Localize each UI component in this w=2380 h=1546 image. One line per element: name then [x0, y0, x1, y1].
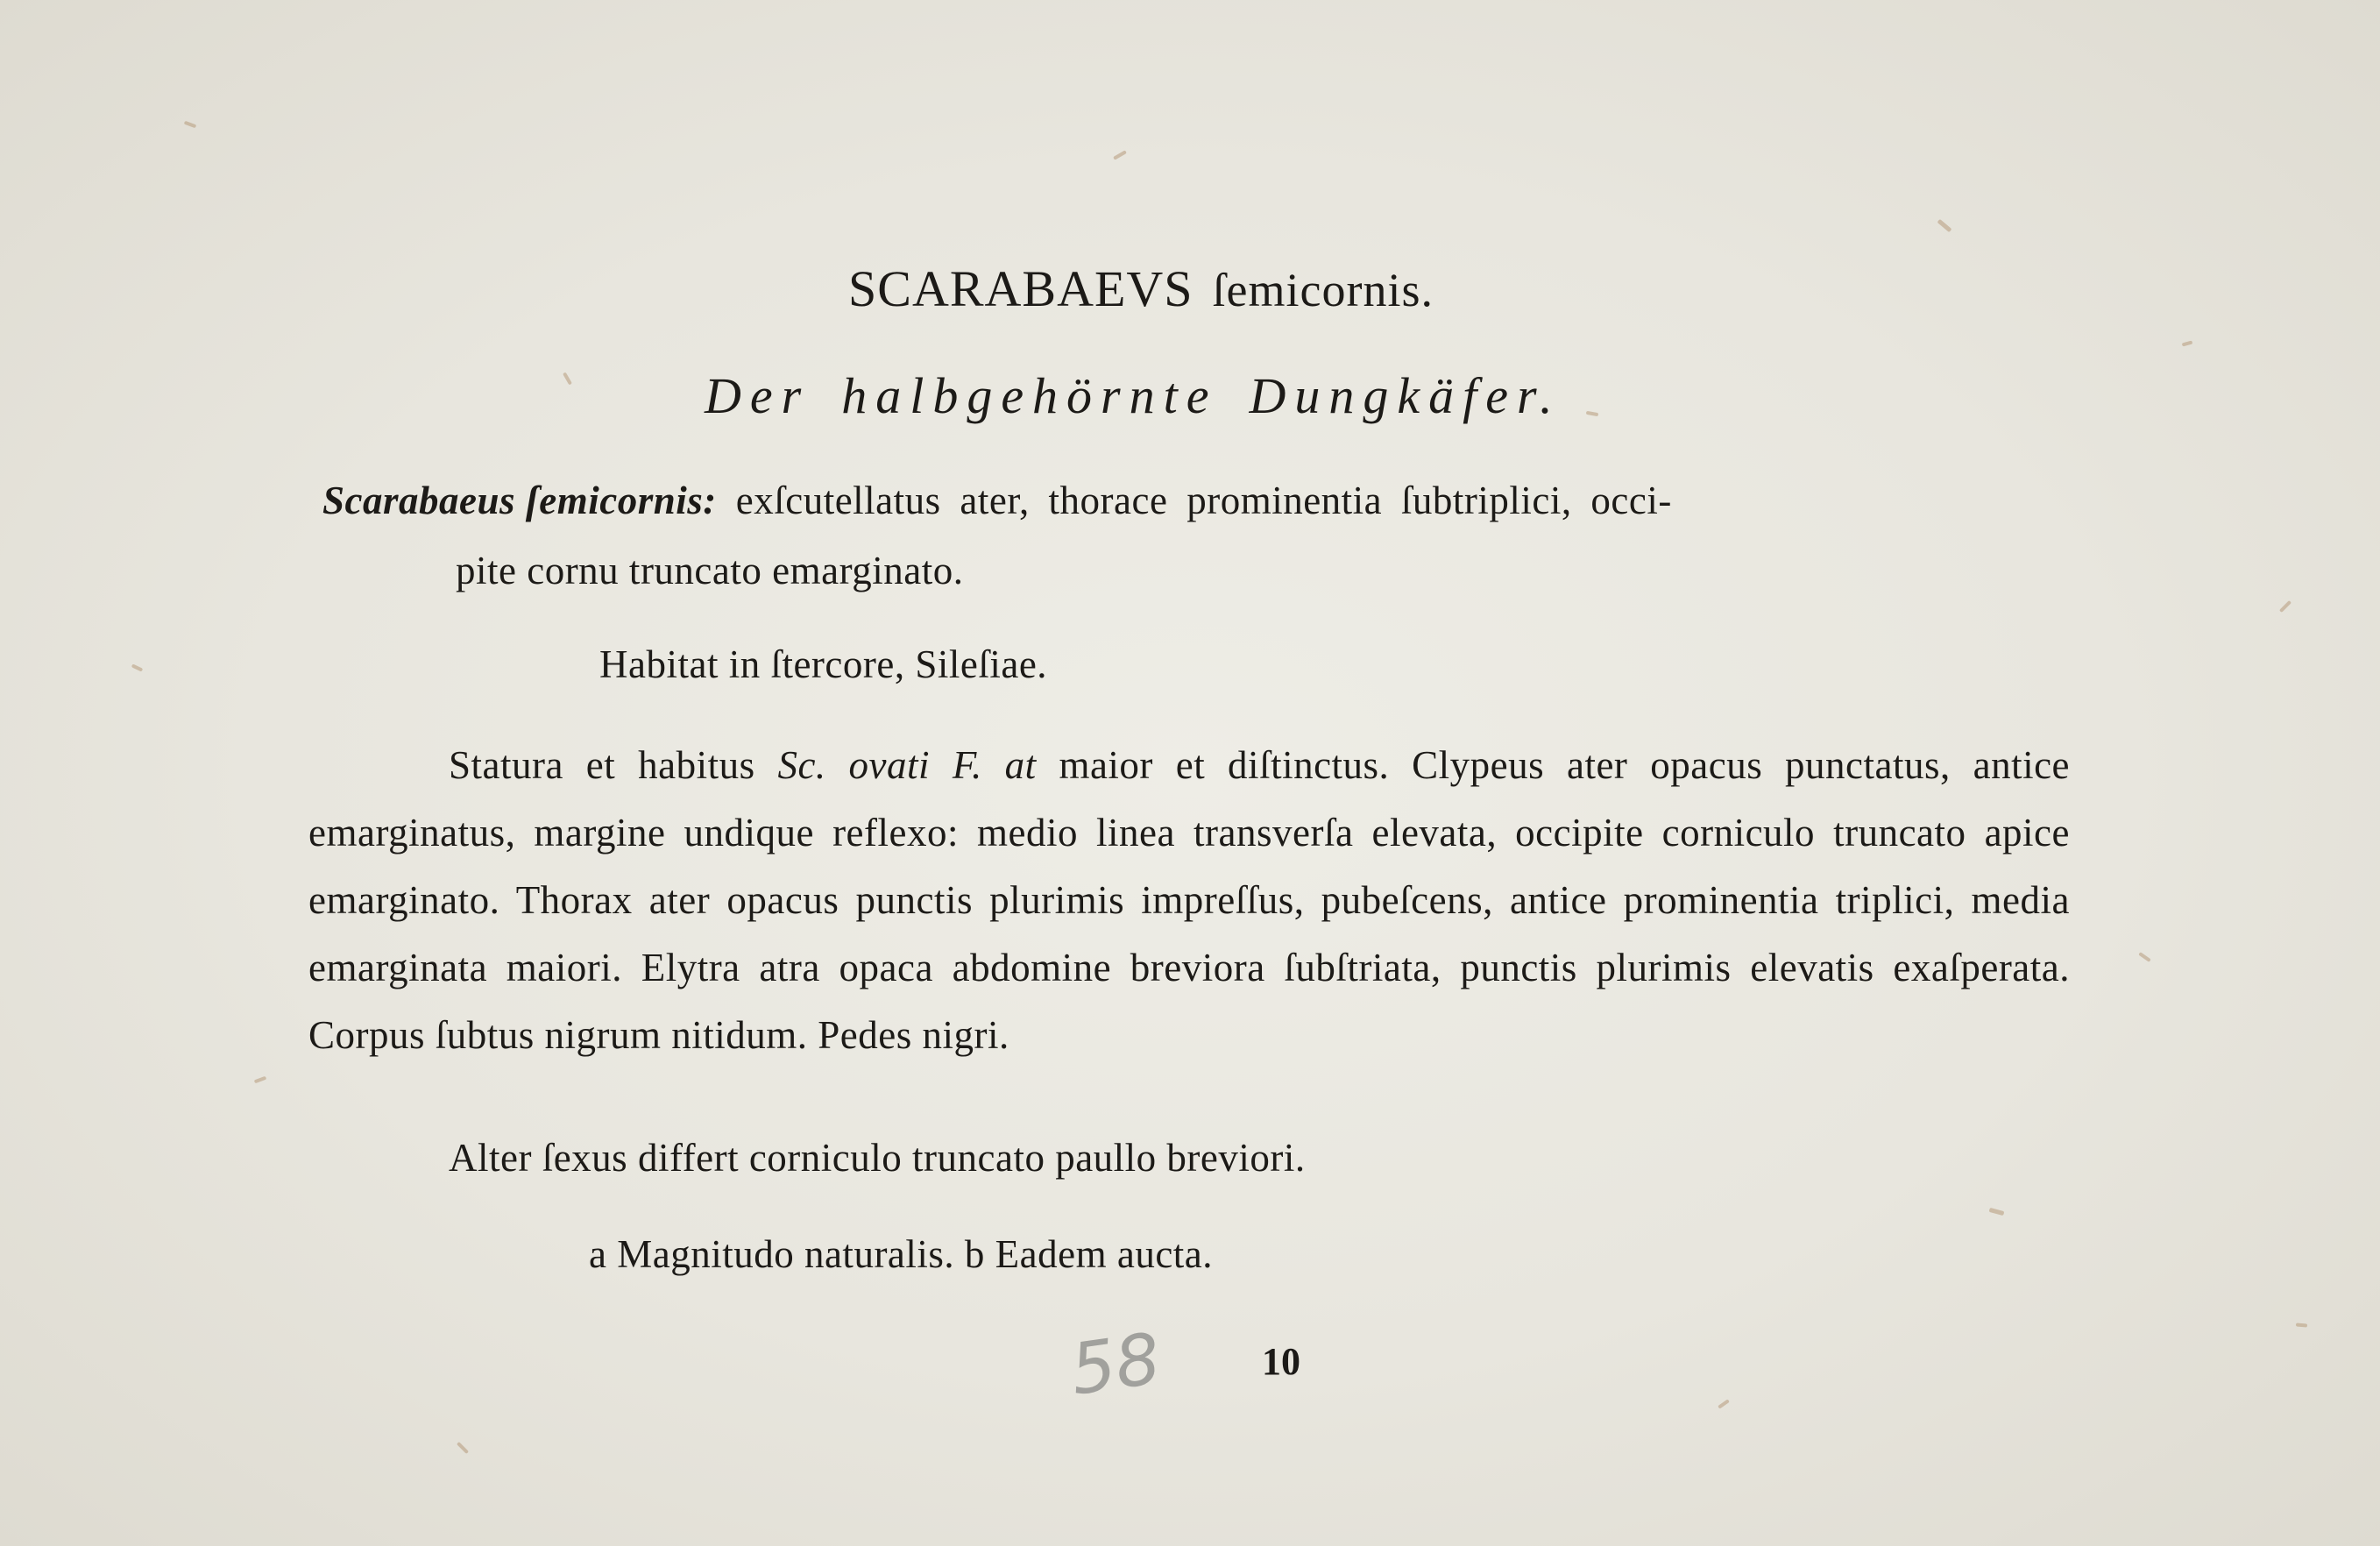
description-paragraph	[308, 732, 2070, 1069]
paper-fleck	[1989, 1208, 2005, 1216]
description-reference: Sc. ovati F. at	[777, 743, 1037, 787]
subtitle-word: Der	[705, 367, 811, 424]
diagnosis-species-name: Scarabaeus ſemicornis:	[322, 479, 717, 522]
pencil-annotation: 58	[1066, 1317, 1165, 1411]
paper-fleck	[2279, 600, 2291, 613]
paper-fleck	[1937, 219, 1951, 232]
diagnosis-text: exſcutellatus ater, thorace prominentia ſubtriplici, occi-	[735, 479, 1672, 522]
paper-fleck	[254, 1076, 267, 1084]
species-name: ſemicornis.	[1212, 264, 1434, 316]
paper-fleck	[563, 372, 572, 386]
sex-note: Alter ſexus differt corniculo truncato paullo breviori.	[449, 1136, 1306, 1180]
paper-fleck	[1113, 150, 1127, 160]
paper-fleck	[457, 1442, 469, 1454]
paper-fleck	[131, 663, 143, 671]
paper-fleck	[184, 121, 197, 129]
figure-caption: a Magnitudo naturalis. b Eadem aucta.	[589, 1232, 1214, 1276]
paper-fleck	[2296, 1323, 2307, 1327]
species-title	[848, 259, 1434, 318]
habitat-line: Habitat in ſtercore, Sileſiae.	[599, 642, 1048, 686]
page-number: 10	[1262, 1340, 1300, 1383]
paper-fleck	[2138, 952, 2151, 962]
diagnosis-line-2: pite cornu truncato emarginato.	[456, 549, 964, 592]
subtitle-word: Dungkäfer.	[1249, 367, 1562, 424]
diagnosis-line-1	[322, 478, 1672, 523]
description-body: maior et diſtinctus. Clypeus ater opacus punctatus, antice emarginatus, margine undique reflexo: medio linea transverſa elevata, occipite corniculo truncato apice emarginato. Thorax ater opacus punctis plurimis impreſſus, pubeſcens, antice prominentia triplici, media emarginata maiori. Elytra atra opaca abdomine breviora ſubſtriata, punctis plurimis elevatis exaſperata. Corpus ſubtus nigrum nitidum. Pedes nigri.	[308, 743, 2071, 1057]
subtitle-word: halbgehörnte	[841, 367, 1218, 424]
paper-fleck	[1718, 1399, 1730, 1408]
paper-fleck	[2182, 341, 2193, 347]
common-name-german	[705, 366, 1593, 425]
description-start: Statura et habitus	[449, 743, 755, 787]
genus-name: SCARABAEVS	[848, 260, 1194, 317]
